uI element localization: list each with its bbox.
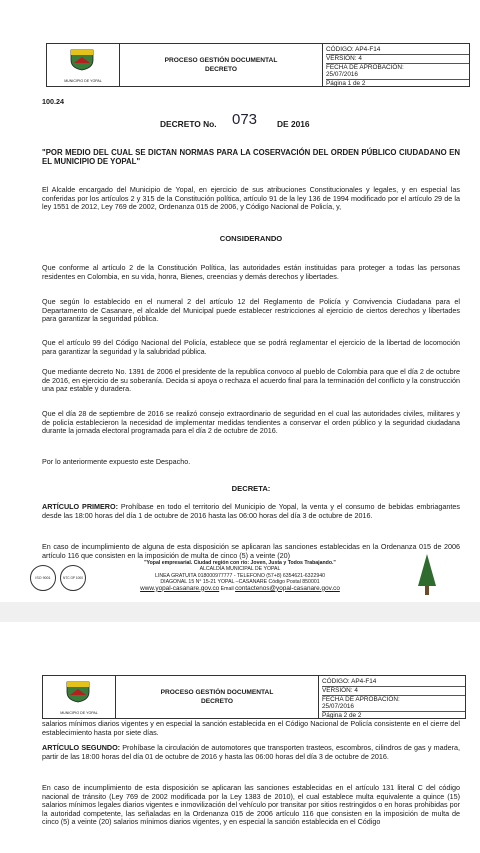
articulo-primero-sancion: En caso de incumplimiento de alguna de esta disposición se aplicaran las sanciones establecidas en la Ordenanza 015 de 2006 artículo 116 que consisten en la imposición de multa de cinco (5) a veinte (20) <box>42 542 460 560</box>
decreta-heading: DECRETA: <box>231 484 271 493</box>
header-title <box>120 44 323 86</box>
header-codigo: CÓDIGO: AP4-F14 <box>326 46 469 55</box>
decreto-label: DECRETO No. <box>160 119 217 129</box>
iso-badge-label: ISO 9001 <box>35 576 51 580</box>
header-fecha: 25/07/2016 <box>326 71 469 80</box>
header-version-2: VERSIÓN: 4 <box>322 687 465 696</box>
decreto-number: 073 <box>232 111 258 128</box>
footer-slogan: "Yopal empresarial. Ciudad región con río: Joven, Justa y Todos Trabajando." <box>144 560 336 566</box>
footer-email-link[interactable]: contactenos@yopal-casanare.gov.co <box>235 584 340 592</box>
considerando-heading: CONSIDERANDO <box>219 234 283 243</box>
header-fecha-label-2: FECHA DE APROBACIÓN: <box>322 695 400 703</box>
header-codigo-2: CÓDIGO: AP4-F14 <box>322 678 465 687</box>
logo-caption: MUNICIPIO DE YOPAL <box>64 79 102 83</box>
header-fecha-2: 25/07/2016 <box>322 703 465 712</box>
considerando-3: Que el artículo 99 del Código Nacional del Policía, establece que se podrá reglamentar el ejercicio de la libertad de locomoción para garantizar la seguridad y la salubridad pública. <box>42 338 460 356</box>
considerando-4: Que mediante decreto No. 1391 de 2006 el presidente de la republica convoco al pueblo de Colombia para que el día 2 de octubre de 2016, en ejercicio de su soberanía. Decida si apoya o rechaza el acuerdo final para la terminación del conflicto y la construcción una paz estable y duradera. <box>42 367 460 394</box>
articulo-primero <box>42 503 460 520</box>
page-footer <box>0 560 480 592</box>
reference-number: 100.24 <box>42 97 64 106</box>
shield-icon <box>69 49 95 71</box>
document-header-2 <box>42 675 466 719</box>
articulo-segundo-sancion: En caso de incumplimiento de esta disposición se aplicaran las sanciones establecidas en el artículo 131 literal C del código nacional de tránsito (Ley 769 de 2002 modificada por la Ley 1383 de 2010), el cual establece multa equivalente a quince (15) salarios mínimos legales diarios vigentes e inmovilización del vehículo por transitar por sitios restringidos o en horas prohibidas por la autoridad competente, las señaladas en la Ordenanza 015 de 2006 artículo 116 que consisten en la imposición de multa de cinco (5) a veinte (20) salarios mínimos diarios vigentes, y en especial la sanción establecida en el Código <box>42 783 460 827</box>
footer-email-label: Email <box>220 585 234 592</box>
header-title-process: PROCESO GESTIÓN DOCUMENTAL <box>164 57 278 64</box>
municipality-logo <box>47 44 120 86</box>
header-title-type-2: DECRETO <box>200 698 234 705</box>
logo-caption-2: MUNICIPIO DE YOPAL <box>60 711 98 715</box>
municipality-logo-2 <box>43 676 116 718</box>
header-pagina-2: Página 2 de 2 <box>322 712 362 720</box>
articulo-segundo-text: Prohíbase la circulación de automotores que transporten trasteos, escombros, cilindros de gas y madera, partir de las 18:00 horas del día 01 de octubre de 2016 y hasta las 06:00 horas del día 3 de octubre de 2016. <box>42 743 460 761</box>
header-title-2 <box>116 676 319 718</box>
header-meta <box>323 44 469 86</box>
header-meta-2 <box>319 676 465 718</box>
articulo-segundo-label: ARTÍCULO SEGUNDO: <box>42 743 121 752</box>
header-fecha-label: FECHA DE APROBACIÓN: <box>326 63 404 71</box>
shield-icon <box>65 681 91 703</box>
header-title-process-2: PROCESO GESTIÓN DOCUMENTAL <box>160 689 274 696</box>
articulo-segundo <box>42 744 460 761</box>
header-pagina: Página 1 de 2 <box>326 80 366 88</box>
header-version: VERSIÓN: 4 <box>326 55 469 64</box>
articulo-primero-text: Prohíbase en todo el territorio del Municipio de Yopal, la venta y el consumo de bebidas embriagantes desde las 18:00 horas del día 1 de octubre de 2016 hasta las 06:00 horas del día 3 de octubre de 2016. <box>42 502 460 520</box>
footer-alcaldia: ALCALDÍA MUNICIPAL DE YOPAL <box>199 566 281 573</box>
footer-address: DIAGONAL 15 N° 15-21 YOPAL –CASANARE Código Postal 850001 <box>160 579 320 586</box>
decreto-year: DE 2016 <box>277 119 310 129</box>
considerando-2: Que según lo establecido en el numeral 2 del artículo 12 del Reglamento de Policía y Convivencia Ciudadana para el Departamento de Casanare, el alcalde del Municipal puede establecer restricciones al ejercicio de ciertos derechos y libertades para garantizar la seguridad pública. <box>42 297 460 324</box>
considerando-1: Que conforme al artículo 2 de la Constitución Política, las autoridades están instituidas para proteger a todas las personas residentes en Colombia, en su vida, honra, Bienes, creencias y demás derechos y libertades. <box>42 263 460 281</box>
page2-continuation: salarios mínimos diarios vigentes y en especial la sanción establecida en el Código Nacional de Policía consistente en el cierre del establecimiento hasta por siete días. <box>42 719 460 737</box>
footer-contact <box>0 586 480 592</box>
ntc-badge-label: NTC GP 1000 <box>63 576 83 580</box>
decreto-objeto: "POR MEDIO DEL CUAL SE DICTAN NORMAS PARA LA COSERVACIÓN DEL ORDEN PÚBLICO CIUDADANO EN EL MUNICIPIO DE YOPAL" <box>42 148 460 166</box>
considerando-5: Que el día 28 de septiembre de 2016 se realizó consejo extraordinario de seguridad en el cual las autoridades civiles, militares y de policía establecieron la necesidad de implementar medidas tendientes a conservar el orden público y la seguridad ciudadana durante la jornada electoral programada para el día 2 de octubre de 2016. <box>42 409 460 436</box>
document-page-2 <box>0 622 480 853</box>
footer-web-link[interactable]: www.yopal-casanare.gov.co <box>140 584 220 592</box>
considerando-6: Por lo anteriormente expuesto este Despacho. <box>42 457 191 466</box>
document-header <box>46 43 470 87</box>
footer-phone: LINEA GRATUITA 018000977777 - TELEFONO (57+8) 6354621-6322940 <box>155 572 325 579</box>
header-title-type: DECRETO <box>204 66 238 73</box>
preambulo: El Alcalde encargado del Municipio de Yopal, en ejercicio de sus atribuciones Constitucionales y legales, y en especial las conferidas por los artículos 2 y 315 de la Constitución política, artículo 91 de la ley 136 de 1994 modificado por el artículo 29 de la ley 1551 de 2012, Ley 769 de 2002, Ordenanza 015 de 2006, y Código Nacional de Policía, y, <box>42 185 460 212</box>
articulo-primero-label: ARTÍCULO PRIMERO: <box>42 502 118 511</box>
